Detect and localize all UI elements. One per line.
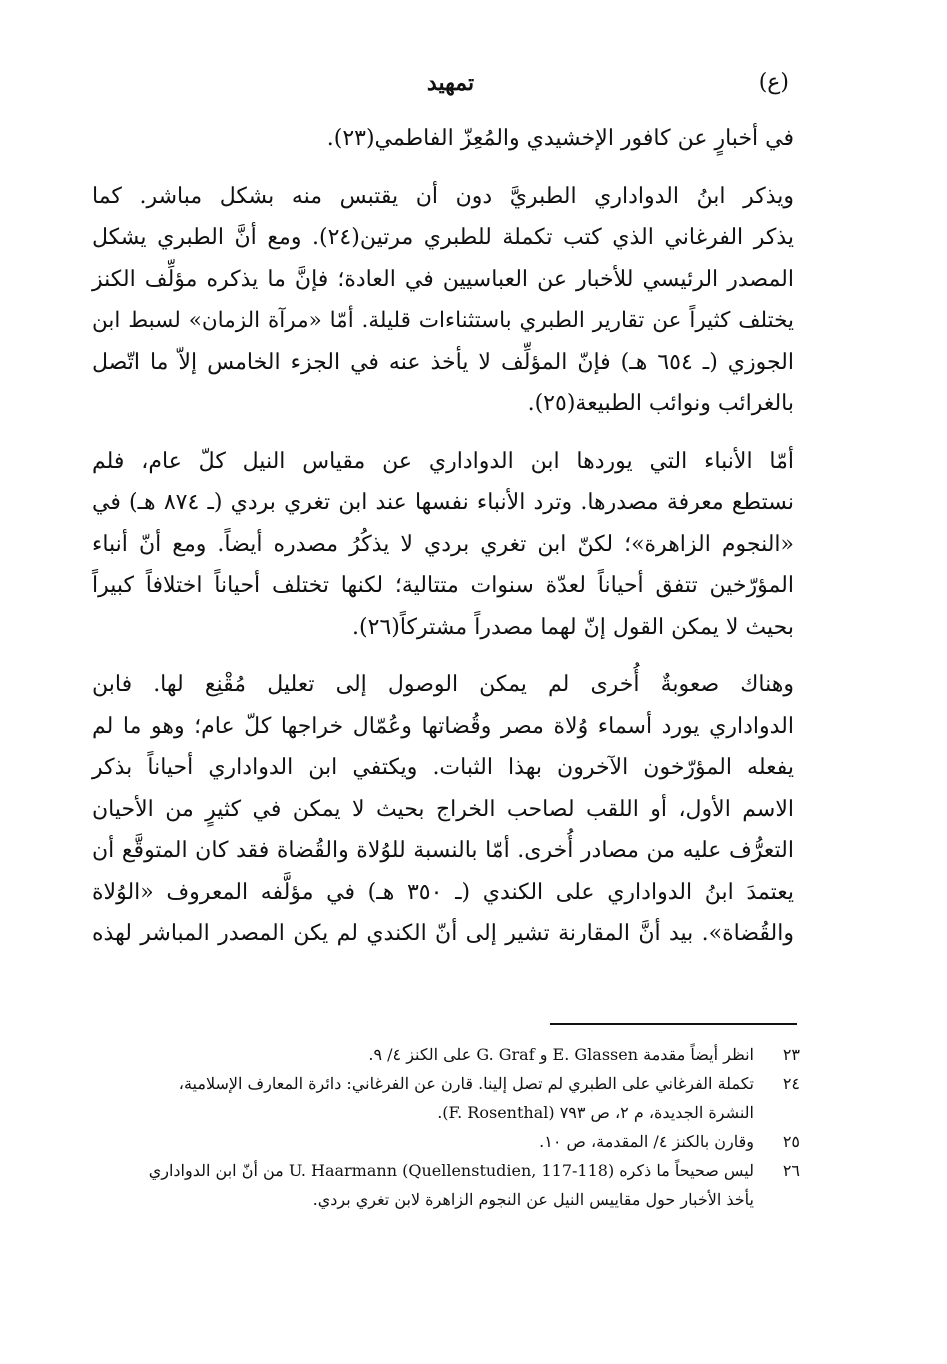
text-line: بالغرائب ونوائب الطبيعة(٢٥). <box>527 391 794 416</box>
text-line: المؤرّخين تتفق أحياناً لعدّة سنوات متتالية؛ لكنها تختلف أحياناً اختلافاً كبيراً <box>92 573 794 598</box>
footnote-text: النشرة الجديدة، م ٢، ص ٧٩٣ (F. Rosenthal). <box>437 1103 754 1122</box>
text-line: وهناك صعوبةٌ أُخرى لم يمكن الوصول إلى تعليل مُقْنِع لها. فابن <box>92 672 794 697</box>
text-line: في أخبارٍ عن كافور الإخشيدي والمُعِزّ الفاطمي(٢٣). <box>326 126 794 151</box>
text-line: يذكر الفرغاني الذي كتب تكملة للطبري مرتين(٢٤). ومع أنَّ الطبري يشكل <box>92 225 794 250</box>
text-line: يعتمدَ ابنُ الدواداري على الكندي (ـ ٣٥٠ هـ) في مؤلَّفه المعروف «الوُلاة <box>92 879 794 905</box>
footnotes <box>106 1040 800 1214</box>
running-title: تمهيد <box>426 70 475 96</box>
text-line: «النجوم الزاهرة»؛ لكنّ ابن تغري بردي لا يذكُرُ مصدره أيضاً. ومع أنّ أنباء <box>92 531 794 557</box>
footnote-number: ٢٥ <box>782 1132 800 1151</box>
footnote-text: يأخذ الأخبار حول مقاييس النيل عن النجوم الزاهرة لابن تغري بردي. <box>312 1190 754 1209</box>
footnote-text: وقارن بالكنز ٤/ المقدمة، ص ١٠. <box>539 1132 754 1151</box>
text-line: الاسم الأول، أو اللقب لصاحب الخراج بحيث لا يمكن في كثيرٍ من الأحيان <box>92 796 794 822</box>
footnote-number: ٢٤ <box>782 1074 800 1093</box>
footnote-separator <box>550 1023 797 1025</box>
footnote <box>106 1069 800 1127</box>
footnote <box>106 1040 800 1069</box>
text-line: ويذكر ابنُ الدواداري الطبريَّ دون أن يقتبس منه بشكل مباشر. كما <box>92 183 794 209</box>
text-line: الجوزي (ـ ٦٥٤ هـ) فإنّ المؤلِّف لا يأخذ عنه في الجزء الخامس إلاّ ما اتّصل <box>92 349 794 375</box>
footnote <box>106 1127 800 1156</box>
text-line: بحيث لا يمكن القول إنّ لهما مصدراً مشتركاً(٢٦). <box>352 614 794 640</box>
text-line: والقُضاة». بيد أنَّ المقارنة تشير إلى أنّ الكندي لم يكن المصدر المباشر لهذه <box>92 921 794 946</box>
text-line: يفعله المؤرّخون الآخرون بهذا الثبات. ويكتفي ابن الدواداري أحياناً بذكر <box>92 755 794 780</box>
main-text <box>92 118 794 955</box>
footnote-text: انظر أيضاً مقدمة E. Glassen و G. Graf على الكنز ٤/ ٩. <box>368 1045 754 1064</box>
paragraph <box>92 176 794 425</box>
text-line: أمّا الأنباء التي يوردها ابن الدواداري عن مقياس النيل كلّ عام، فلم <box>92 448 794 474</box>
text-line: نستطع معرفة مصدرها. وترد الأنباء نفسها عند ابن تغري بردي (ـ ٨٧٤ هـ) في <box>92 490 794 515</box>
text-line: الدواداري يورد أسماء وُلاة مصر وقُضاتها وعُمّال خراجها كلّ عام؛ وهو ما لم <box>92 713 794 739</box>
footnote <box>106 1156 800 1214</box>
page-number: (ع) <box>758 70 789 95</box>
text-line: يختلف كثيراً عن تقارير الطبري باستثناءات قليلة. أمّا «مرآة الزمان» لسبط ابن <box>92 308 794 333</box>
footnote-text: تكملة الفرغاني على الطبري لم تصل إلينا. قارن عن الفرغاني: دائرة المعارف الإسلامية، <box>178 1074 754 1093</box>
paragraph <box>92 118 794 160</box>
footnote-number: ٢٦ <box>782 1161 800 1180</box>
paragraph <box>92 441 794 649</box>
text-line: التعرُّف عليه من مصادر أُخرى. أمّا بالنسبة للوُلاة والقُضاة فقد كان المتوقَّع أن <box>92 838 794 863</box>
footnote-number: ٢٣ <box>782 1045 800 1064</box>
page-header <box>112 70 789 106</box>
footnote-text: ليس صحيحاً ما ذكره U. Haarmann (Quellenstudien, 117-118) من أنّ ابن الدواداري <box>148 1161 754 1180</box>
text-line: المصدر الرئيسي للأخبار عن العباسيين في العادة؛ فإنَّ ما يذكره مؤلِّف الكنز <box>92 266 794 292</box>
paragraph <box>92 664 794 955</box>
